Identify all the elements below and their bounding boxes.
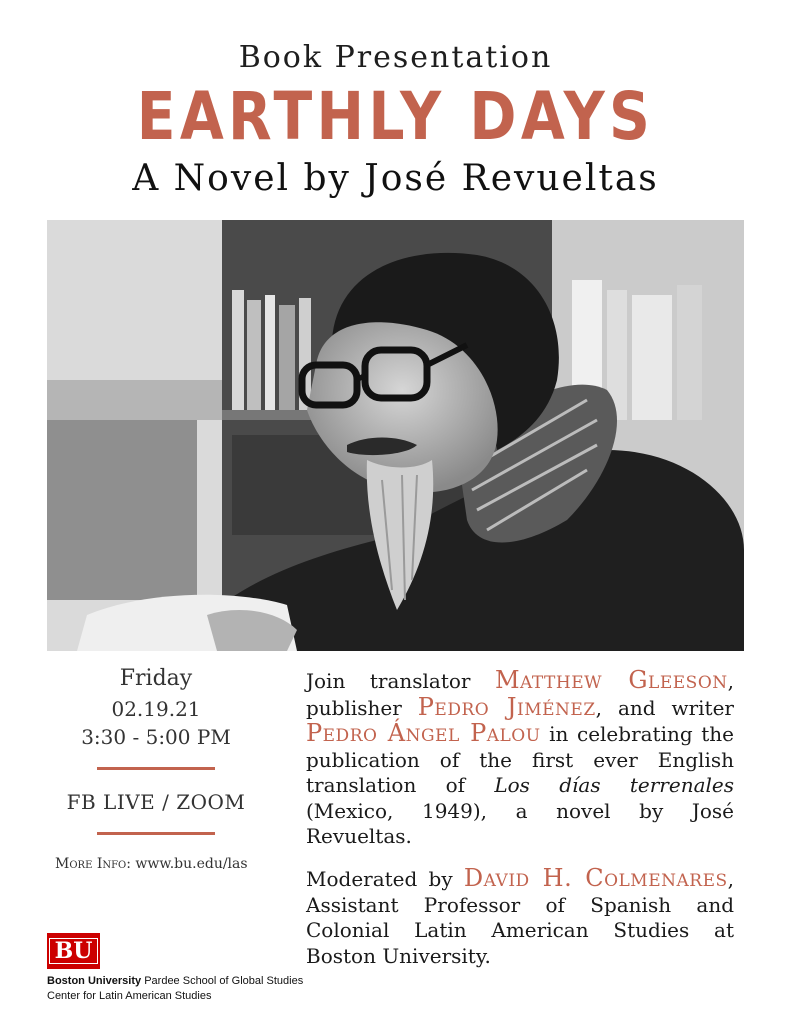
moderator-name: David H. Colmenares [463, 864, 728, 892]
bu-logo [47, 933, 100, 969]
speaker-name-translator: Matthew Gleeson [494, 666, 728, 694]
description-text: in celebrating the publication of the first ever English translation of [306, 722, 734, 797]
bu-logo-text: BU [49, 938, 99, 964]
more-info [55, 856, 248, 872]
description-text: , and writer [595, 695, 734, 720]
school-name: Pardee School of Global Studies [144, 975, 304, 987]
event-date: 02.19.21 [111, 697, 201, 721]
divider-rule [97, 767, 215, 770]
event-description [306, 668, 734, 850]
event-platform: FB LIVE / ZOOM [66, 790, 246, 814]
center-name: Center for Latin American Studies [47, 990, 212, 1002]
divider-rule [97, 832, 215, 835]
event-title: EARTHLY DAYS [136, 78, 655, 155]
description-text: Moderated by [306, 867, 464, 891]
author-portrait-photo [47, 220, 744, 651]
description-text: , Assistant Professor of Spanish and Colonial Latin American Studies at Boston University. [306, 867, 734, 968]
event-details [47, 662, 265, 835]
description-text: (Mexico, 1949), a novel by José Revueltas. [306, 798, 734, 848]
moderator-description [306, 866, 734, 969]
speaker-name-publisher: Pedro Jiménez [417, 692, 596, 721]
book-title: Los días terrenales [494, 773, 734, 797]
more-info-label: More Info: [55, 856, 131, 872]
more-info-link[interactable]: www.bu.edu/las [135, 856, 248, 872]
event-time: 3:30 - 5:00 PM [81, 725, 231, 749]
pre-title: Book Presentation [238, 40, 553, 75]
event-day: Friday [119, 666, 193, 691]
description-text: , publisher [306, 669, 734, 720]
subtitle: A Novel by José Revueltas [132, 158, 659, 199]
university-name: Boston University [47, 975, 142, 987]
university-line [47, 975, 303, 987]
speaker-name-writer: Pedro Ángel Palou [306, 719, 541, 747]
description-text: Join translator [306, 669, 495, 693]
